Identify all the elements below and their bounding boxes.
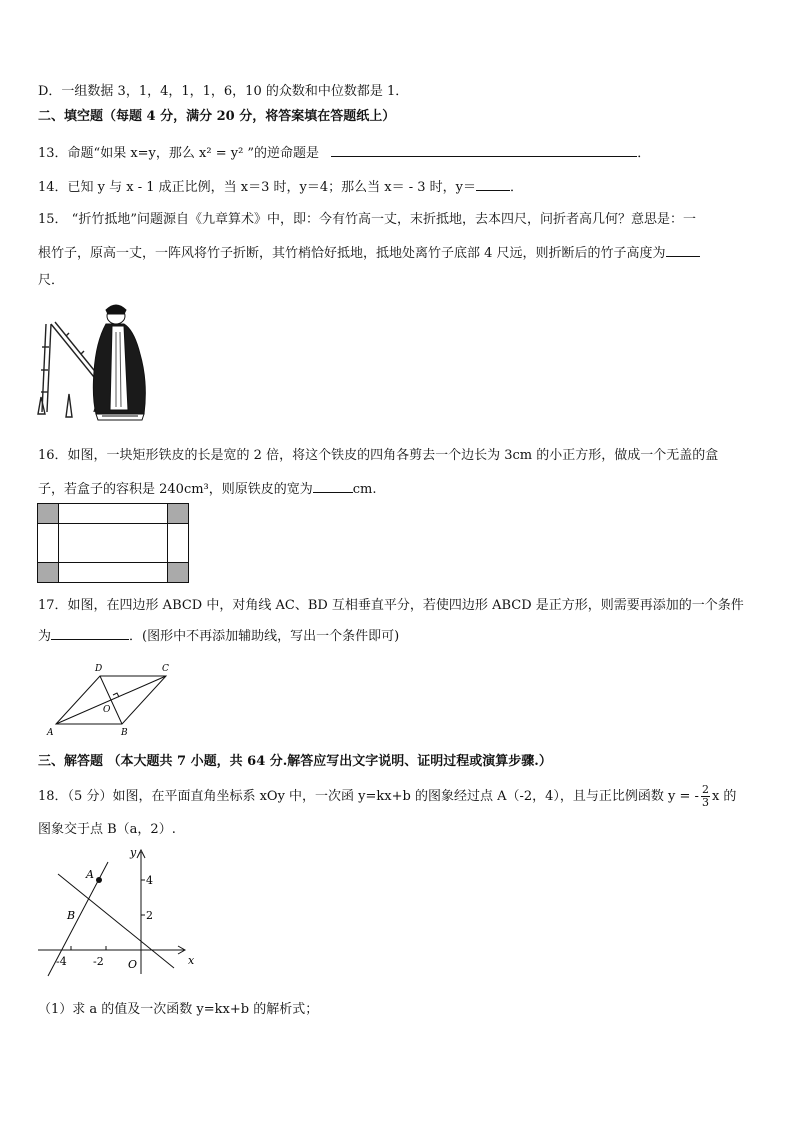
corner-square-bottom-left [38, 563, 59, 583]
bamboo-scholar-illustration [36, 302, 156, 422]
q18-text-1: 18．（5 分）如图，在平面直角坐标系 xOy 中，一次函 y=kx+b 的图象经过点 A（-2，4），且与正比例函数 y = - [38, 789, 699, 804]
line-proportional [58, 874, 174, 968]
q16-line-2 [38, 478, 377, 499]
label-d: D [95, 664, 103, 674]
section-3-heading: 三、解答题 （本大题共 7 小题，共 64 分.解答应写出文字说明、证明过程或演算步骤.） [38, 754, 552, 769]
q18-sub-1: （1）求 a 的值及一次函数 y=kx+b 的解析式； [38, 1002, 319, 1017]
q16-unit: cm. [352, 482, 377, 497]
q15-text-2: 根竹子，原高一丈，一阵风将竹子折断，其竹梢恰好抵地，抵地处离竹子底部 4 尺远，则折断后的竹子高度为 [38, 246, 666, 261]
q18-line-1 [38, 784, 736, 809]
label-o: O [103, 705, 111, 715]
q15-line-2 [38, 242, 700, 263]
x-axis-label: x [188, 954, 195, 967]
q17-answer-blank[interactable] [51, 625, 129, 640]
q13-answer-blank[interactable] [331, 142, 637, 157]
label-c: C [162, 664, 169, 674]
diagonal-bd [100, 676, 122, 724]
label-point-b: B [67, 909, 76, 922]
tick-label-minus-2: -2 [93, 955, 104, 968]
q18-line-2: 图象交于点 B（a，2）. [38, 822, 176, 837]
q17-text-2b: ．(图形中不再添加辅助线，写出一个条件即可) [129, 629, 400, 644]
q13-text: 13．命题“如果 x=y，那么 x² = y² ”的逆命题是 [38, 146, 320, 161]
point-a [96, 877, 102, 883]
q18-fraction [701, 784, 710, 809]
label-point-a: A [86, 868, 94, 881]
q14-answer-blank[interactable] [476, 176, 510, 191]
q17-line-2 [38, 625, 399, 646]
q16-text-2: 子，若盒子的容积是 240cm³，则原铁皮的宽为 [38, 482, 313, 497]
corner-square-top-right [168, 504, 189, 524]
q16-line-1: 16．如图，一块矩形铁皮的长是宽的 2 倍，将这个铁皮的四角各剪去一个边长为 3cm 的小正方形，做成一个无盖的盒 [38, 448, 719, 463]
label-b: B [121, 728, 128, 738]
q14-end: ． [510, 180, 524, 195]
q13-end: ． [637, 146, 651, 161]
tick-label-4: 4 [146, 874, 153, 887]
fraction-denominator: 3 [701, 796, 709, 809]
tick-label-minus-4: -4 [56, 955, 67, 968]
q15-line-3: 尺． [38, 273, 65, 288]
coordinate-graph [34, 844, 204, 979]
origin-label: O [128, 958, 138, 971]
q17-text-2a: 为 [38, 629, 52, 644]
question-14 [38, 176, 523, 197]
q14-text: 14．已知 y 与 x - 1 成正比例，当 x＝3 时，y＝4；那么当 x＝ - 3 时，y＝ [38, 180, 477, 195]
q18-text-1b: x 的 [711, 789, 737, 804]
q15-line-1: 15． “折竹抵地”问题源自《九章算术》中，即：今有竹高一丈，末折抵地，去本四尺，问折者高几何？意思是：一 [38, 212, 696, 227]
fraction-numerator: 2 [701, 783, 709, 796]
q17-line-1: 17．如图，在四边形 ABCD 中，对角线 AC、BD 互相垂直平分，若使四边形 ABCD 是正方形，则需要再添加的一个条件 [38, 598, 744, 613]
corner-square-top-left [38, 504, 59, 524]
section-2-heading: 二、填空题（每题 4 分，满分 20 分，将答案填在答题纸上） [38, 109, 396, 124]
tick-label-2: 2 [146, 909, 153, 922]
q15-answer-blank[interactable] [666, 242, 700, 257]
option-d-text: D．一组数据 3，1，4，1，1，6，10 的众数和中位数都是 1． [38, 84, 409, 99]
q16-answer-blank[interactable] [313, 478, 353, 493]
label-a: A [47, 728, 54, 738]
iron-sheet-figure [37, 503, 189, 583]
corner-square-bottom-right [168, 563, 189, 583]
question-13 [38, 142, 650, 163]
y-axis-label: y [130, 846, 137, 859]
rhombus-figure [40, 660, 190, 740]
